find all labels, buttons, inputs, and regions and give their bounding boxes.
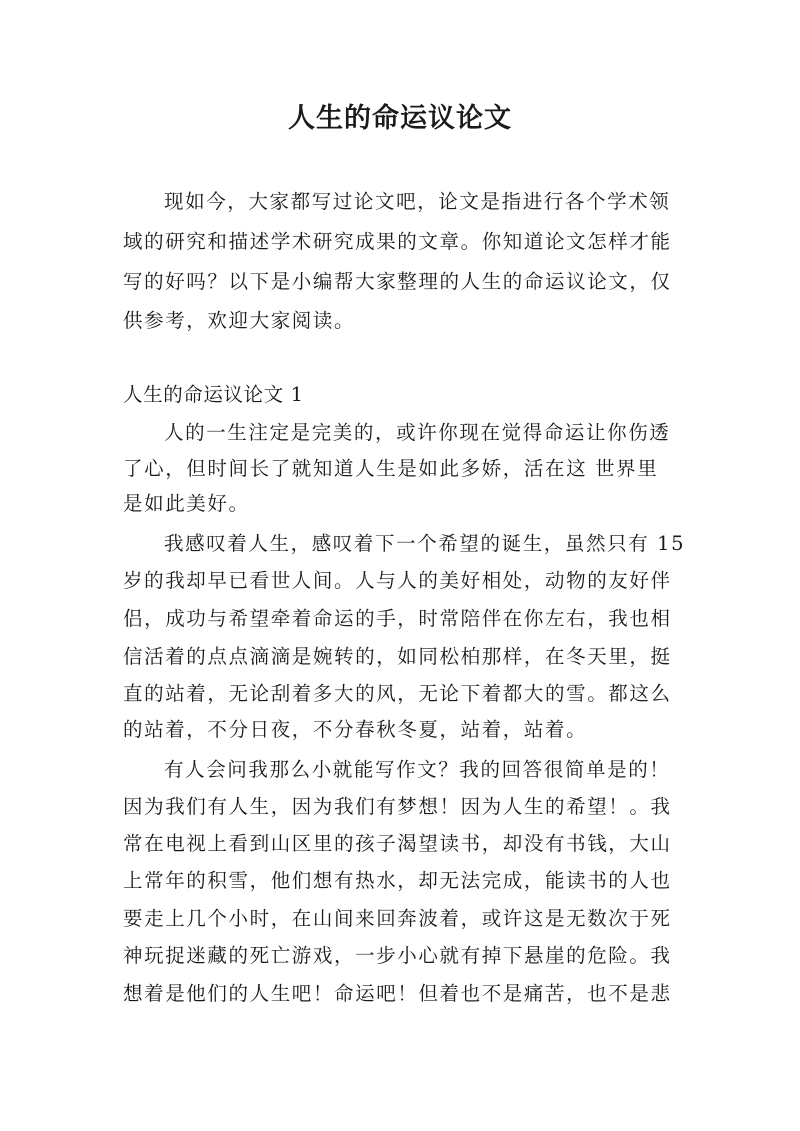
body-line: 信活着的点点滴滴是婉转的，如同松柏那样，在冬天里，挺 bbox=[123, 645, 672, 668]
body-line: 了心，但时间长了就知道人生是如此多娇，活在这 世界里 bbox=[123, 457, 659, 480]
body-line: 我感叹着人生，感叹着下一个希望的诞生，虽然只有 15 bbox=[164, 532, 686, 555]
body-line: 直的站着，无论刮着多大的风，无论下着都大的雪。都这么 bbox=[123, 682, 672, 705]
body-line: 人的一生注定是完美的，或许你现在觉得命运让你伤透 bbox=[164, 421, 671, 444]
intro-line: 现如今，大家都写过论文吧，论文是指进行各个学术领 bbox=[164, 190, 671, 213]
body-line: 有人会问我那么小就能写作文？我的回答很简单是的！ bbox=[164, 758, 671, 781]
body-line: 常在电视上看到山区里的孩子渴望读书，却没有书钱，大山 bbox=[123, 832, 672, 855]
body-line: 岁的我却早已看世人间。人与人的美好相处，动物的友好伴 bbox=[123, 569, 672, 592]
intro-line: 写的好吗？以下是小编帮大家整理的人生的命运议论文，仅 bbox=[123, 270, 672, 293]
body-line: 想着是他们的人生吧！命运吧！但着也不是痛苦，也不是悲 bbox=[123, 982, 672, 1005]
document-title: 人生的命运议论文 bbox=[288, 103, 512, 134]
body-line: 上常年的积雪，他们想有热水，却无法完成，能读书的人也 bbox=[123, 869, 672, 892]
intro-line: 域的研究和描述学术研究成果的文章。你知道论文怎样才能 bbox=[123, 230, 672, 253]
body-line: 神玩捉迷藏的死亡游戏，一步小心就有掉下悬崖的危险。我 bbox=[123, 944, 672, 967]
body-line: 是如此美好。 bbox=[123, 492, 250, 515]
section-heading: 人生的命运议论文 1 bbox=[123, 383, 304, 406]
body-line: 要走上几个小时，在山间来回奔波着，或许这是无数次于死 bbox=[123, 907, 672, 930]
body-line: 侣，成功与希望牵着命运的手，时常陪伴在你左右，我也相 bbox=[123, 607, 672, 630]
intro-line: 供参考，欢迎大家阅读。 bbox=[123, 309, 356, 332]
body-line: 的站着，不分日夜，不分春秋冬夏，站着，站着。 bbox=[123, 718, 588, 741]
body-line: 因为我们有人生，因为我们有梦想！因为人生的希望！。我 bbox=[123, 795, 672, 818]
